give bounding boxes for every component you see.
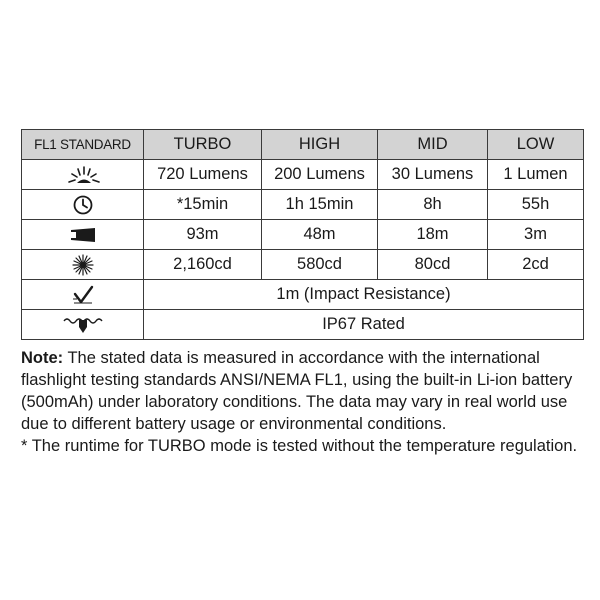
low-runtime: 55h (488, 190, 584, 220)
turbo-runtime: *15min (144, 190, 262, 220)
waterproof-icon (22, 310, 144, 340)
lumens-row (22, 160, 584, 190)
turbo-intensity: 2,160cd (144, 250, 262, 280)
light-output-icon (22, 160, 144, 190)
mid-distance: 18m (378, 220, 488, 250)
low-lumens: 1 Lumen (488, 160, 584, 190)
beam-distance-icon (22, 220, 144, 250)
intensity-row (22, 250, 584, 280)
spec-table (21, 129, 584, 340)
waterproof-value: IP67 Rated (144, 310, 584, 340)
impact-row (22, 280, 584, 310)
impact-resistance-value: 1m (Impact Resistance) (144, 280, 584, 310)
note-section (21, 347, 587, 457)
waterproof-row (22, 310, 584, 340)
high-distance: 48m (262, 220, 378, 250)
header-mid: MID (378, 130, 488, 160)
turbo-lumens: 720 Lumens (144, 160, 262, 190)
turbo-distance: 93m (144, 220, 262, 250)
header-row (22, 130, 584, 160)
low-intensity: 2cd (488, 250, 584, 280)
header-turbo: TURBO (144, 130, 262, 160)
clock-icon (22, 190, 144, 220)
header-low: LOW (488, 130, 584, 160)
beam-distance-row (22, 220, 584, 250)
mid-runtime: 8h (378, 190, 488, 220)
runtime-row (22, 190, 584, 220)
turbo-footnote: * The runtime for TURBO mode is tested without the temperature regulation. (21, 437, 578, 455)
note-paragraph (21, 347, 587, 435)
note-label: Note: (21, 349, 64, 367)
low-distance: 3m (488, 220, 584, 250)
mid-intensity: 80cd (378, 250, 488, 280)
header-fl1-standard: FL1 STANDARD (22, 130, 144, 160)
peak-intensity-icon (22, 250, 144, 280)
mid-lumens: 30 Lumens (378, 160, 488, 190)
impact-resistance-icon (22, 280, 144, 310)
header-high: HIGH (262, 130, 378, 160)
high-lumens: 200 Lumens (262, 160, 378, 190)
high-runtime: 1h 15min (262, 190, 378, 220)
note-text: The stated data is measured in accordance with the international flashlight testing standards ANSI/NEMA FL1, using the built-in Li-ion battery (500mAh) under laboratory conditions. The data may vary in real world use due to different battery usage or environmental conditions. (21, 349, 573, 433)
high-intensity: 580cd (262, 250, 378, 280)
